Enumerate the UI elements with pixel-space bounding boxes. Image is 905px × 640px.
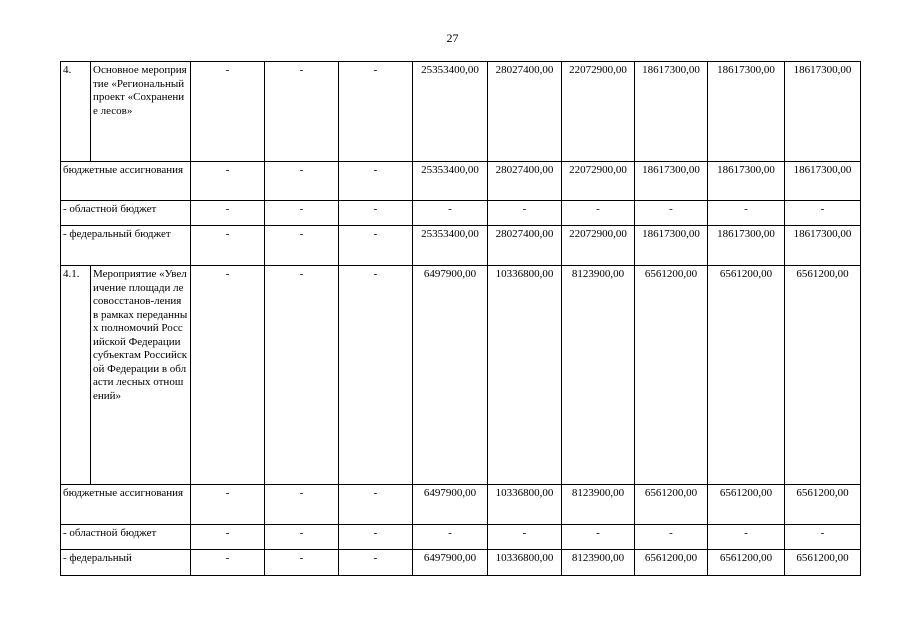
value-cell: - [339, 226, 413, 266]
value-cell: - [488, 525, 562, 550]
value-cell: 28027400,00 [488, 62, 562, 162]
funding-source-label: - федеральный бюджет [61, 226, 191, 266]
value-cell: 22072900,00 [562, 226, 635, 266]
value-cell: - [562, 201, 635, 226]
value-cell: - [265, 550, 339, 576]
value-cell: 10336800,00 [488, 266, 562, 485]
value-cell: 6561200,00 [635, 266, 708, 485]
item-code: 4.1. [61, 266, 91, 485]
value-cell: - [265, 485, 339, 525]
value-cell: - [339, 201, 413, 226]
item-name: Основное мероприятие «Региональный проект «Сохранение лесов» [91, 62, 191, 162]
page-number: 27 [446, 31, 459, 45]
value-cell: - [265, 201, 339, 226]
value-cell: - [708, 201, 785, 226]
table-row [61, 525, 861, 550]
table-row [61, 550, 861, 576]
value-cell: 18617300,00 [785, 226, 861, 266]
value-cell: 6561200,00 [785, 485, 861, 525]
value-cell: - [635, 525, 708, 550]
value-cell: - [339, 525, 413, 550]
value-cell: - [339, 550, 413, 576]
value-cell: 6497900,00 [413, 266, 488, 485]
value-cell: 6561200,00 [708, 266, 785, 485]
item-name: Мероприятие «Увеличение площади лесовосстанов-ления в рамках переданных полномочий Российской Федерации субъектам Российской Федерации в области лесных отношений» [91, 266, 191, 485]
value-cell: 18617300,00 [708, 162, 785, 201]
value-cell: - [265, 266, 339, 485]
item-code: 4. [61, 62, 91, 162]
budget-table [60, 61, 861, 576]
value-cell: - [191, 266, 265, 485]
table-row [61, 266, 861, 485]
value-cell: - [191, 525, 265, 550]
value-cell: 22072900,00 [562, 62, 635, 162]
value-cell: 18617300,00 [635, 226, 708, 266]
value-cell: 8123900,00 [562, 550, 635, 576]
value-cell: - [413, 525, 488, 550]
value-cell: 6497900,00 [413, 485, 488, 525]
value-cell: 6561200,00 [785, 266, 861, 485]
value-cell: - [191, 550, 265, 576]
value-cell: - [265, 525, 339, 550]
value-cell: - [413, 201, 488, 226]
value-cell: 18617300,00 [785, 62, 861, 162]
table-row [61, 226, 861, 266]
funding-source-label: - областной бюджет [61, 525, 191, 550]
value-cell: - [191, 201, 265, 226]
value-cell: - [265, 62, 339, 162]
value-cell: - [339, 266, 413, 485]
funding-source-label: бюджетные ассигнования [61, 162, 191, 201]
value-cell: - [635, 201, 708, 226]
table-row [61, 485, 861, 525]
value-cell: - [562, 525, 635, 550]
value-cell: 25353400,00 [413, 62, 488, 162]
value-cell: - [265, 162, 339, 201]
value-cell: 18617300,00 [635, 162, 708, 201]
value-cell: 8123900,00 [562, 485, 635, 525]
value-cell: 28027400,00 [488, 226, 562, 266]
value-cell: 18617300,00 [708, 62, 785, 162]
value-cell: 28027400,00 [488, 162, 562, 201]
value-cell: 6561200,00 [785, 550, 861, 576]
value-cell: - [191, 162, 265, 201]
value-cell: - [488, 201, 562, 226]
value-cell: - [191, 485, 265, 525]
value-cell: 22072900,00 [562, 162, 635, 201]
table-row [61, 201, 861, 226]
value-cell: - [191, 62, 265, 162]
value-cell: 18617300,00 [708, 226, 785, 266]
value-cell: - [191, 226, 265, 266]
value-cell: 18617300,00 [785, 162, 861, 201]
value-cell: - [785, 201, 861, 226]
table-row [61, 162, 861, 201]
value-cell: 18617300,00 [635, 62, 708, 162]
funding-source-label: - областной бюджет [61, 201, 191, 226]
value-cell: 10336800,00 [488, 550, 562, 576]
value-cell: 8123900,00 [562, 266, 635, 485]
value-cell: 6561200,00 [708, 550, 785, 576]
value-cell: 10336800,00 [488, 485, 562, 525]
value-cell: 6497900,00 [413, 550, 488, 576]
value-cell: - [265, 226, 339, 266]
value-cell: 25353400,00 [413, 162, 488, 201]
value-cell: 6561200,00 [635, 485, 708, 525]
funding-source-label: бюджетные ассигнования [61, 485, 191, 525]
value-cell: - [339, 162, 413, 201]
value-cell: - [339, 485, 413, 525]
value-cell: - [708, 525, 785, 550]
value-cell: 6561200,00 [708, 485, 785, 525]
table-row [61, 62, 861, 162]
value-cell: - [339, 62, 413, 162]
funding-source-label: - федеральный [61, 550, 191, 576]
value-cell: - [785, 525, 861, 550]
value-cell: 6561200,00 [635, 550, 708, 576]
value-cell: 25353400,00 [413, 226, 488, 266]
